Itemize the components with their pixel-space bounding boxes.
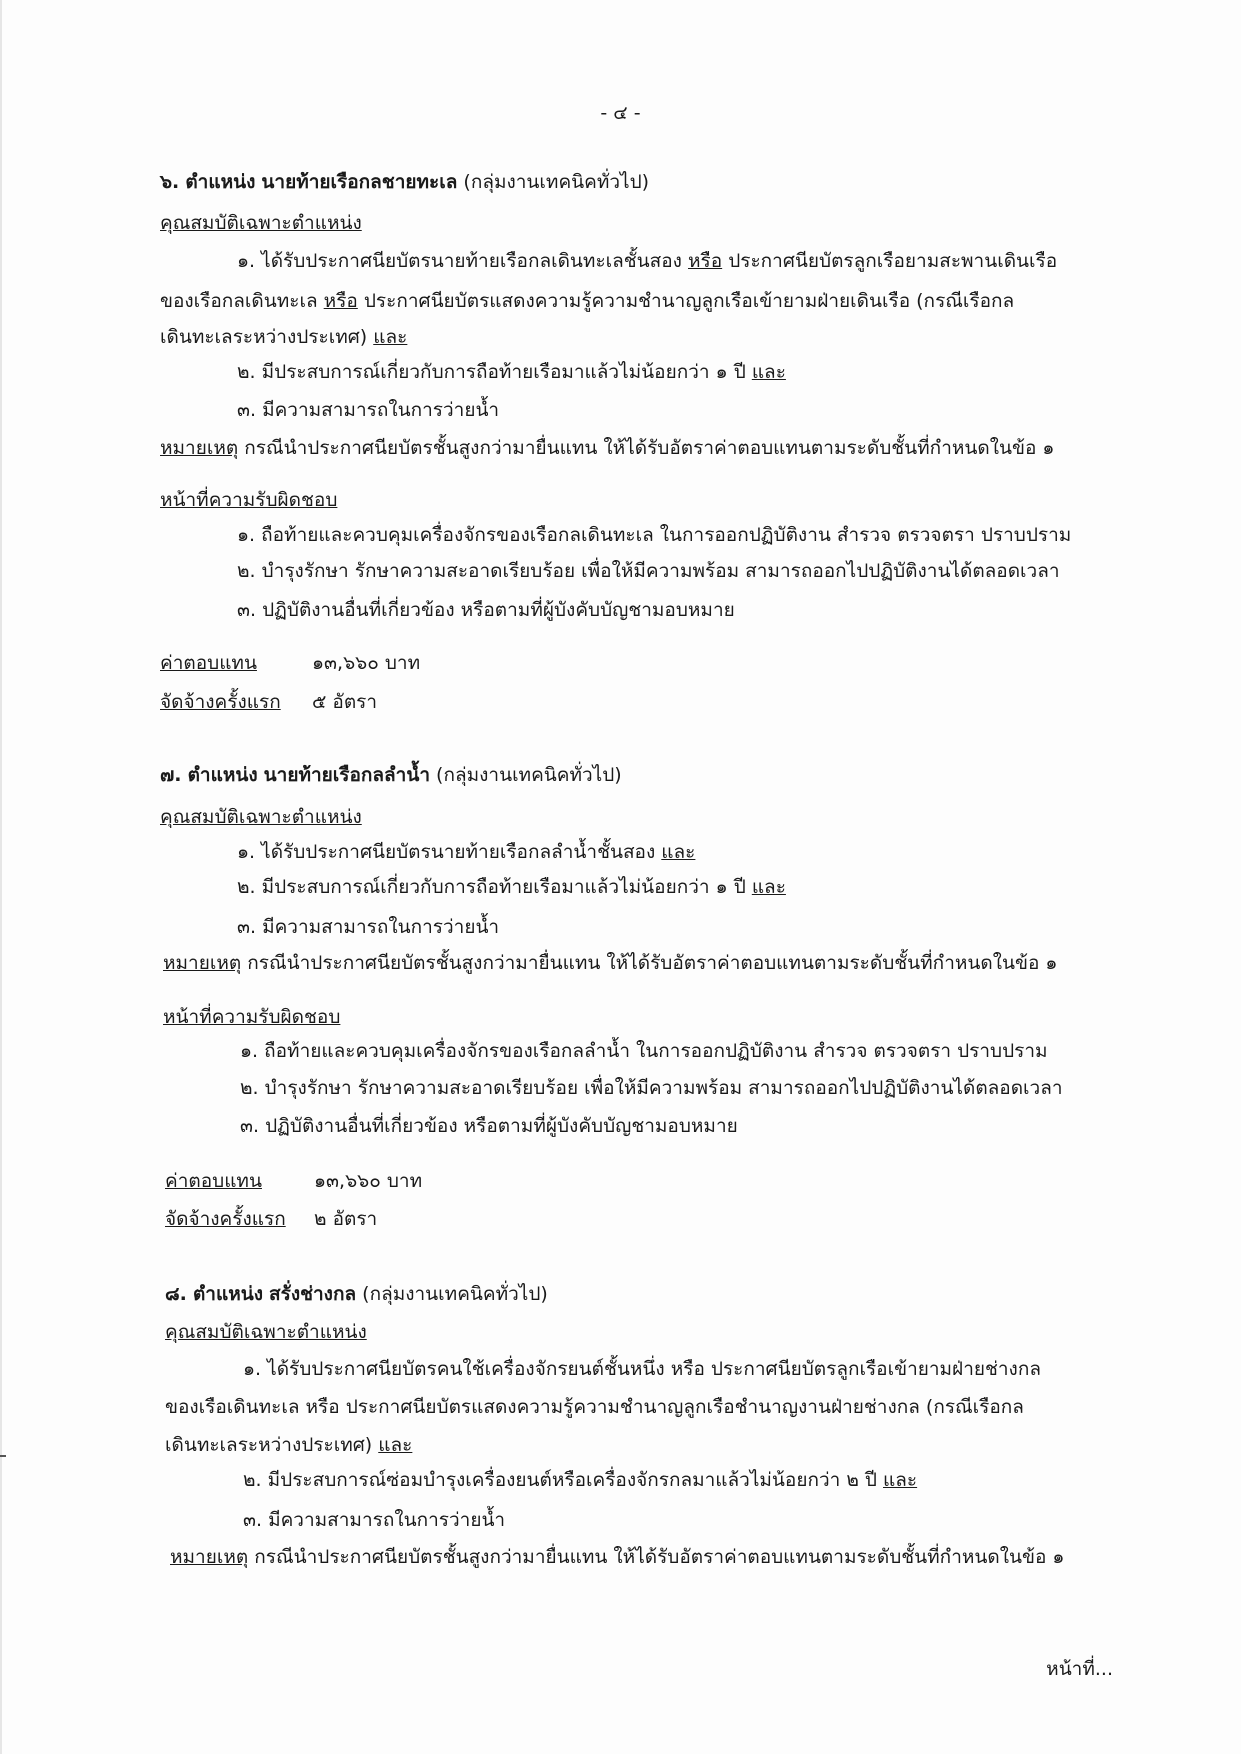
duty-heading: หน้าที่ความรับผิดชอบ	[163, 1006, 341, 1028]
pay-value: ๑๓,๖๖๐ บาท	[314, 1170, 423, 1192]
duty-2: ๒. บำรุงรักษา รักษาความสะอาดเรียบร้อย เพื่อให้มีความพร้อม สามารถออกไปปฏิบัติงานได้ตลอดเวลา	[237, 560, 1060, 582]
note: หมายเหตุ กรณีนำประกาศนียบัตรชั้นสูงกว่ามายื่นแทน ให้ได้รับอัตราค่าตอบแทนตามระดับชั้นที่กำหนดในข้อ ๑	[160, 437, 1055, 459]
duty-1: ๑. ถือท้ายและควบคุมเครื่องจักรของเรือกลลำน้ำ ในการออกปฏิบัติงาน สำรวจ ตรวจตรา ปราบปราม	[240, 1040, 1048, 1062]
duty-3: ๓. ปฏิบัติงานอื่นที่เกี่ยวข้อง หรือตามที่ผู้บังคับบัญชามอบหมาย	[240, 1115, 738, 1137]
hire-value: ๕ อัตรา	[312, 691, 378, 713]
qualification-1-line-2: ของเรือกลเดินทะเล หรือ ประกาศนียบัตรแสดงความรู้ความชำนาญลูกเรือเข้ายามฝ่ายเดินเรือ (กรณีเรือกล	[160, 290, 1015, 312]
position-title: นายท้ายเรือกลชายทะเล	[261, 171, 458, 193]
hire-row: จัดจ้างครั้งแรก	[160, 691, 281, 713]
scan-mark	[0, 1455, 6, 1457]
title-prefix: ตำแหน่ง	[185, 171, 256, 193]
qualification-2: ๒. มีประสบการณ์เกี่ยวกับการถือท้ายเรือมาแล้วไม่น้อยกว่า ๑ ปี และ	[237, 361, 786, 383]
qualification-heading: คุณสมบัติเฉพาะตำแหน่ง	[160, 806, 362, 828]
qualification-3: ๓. มีความสามารถในการว่ายน้ำ	[237, 399, 500, 421]
section-number: ๖.	[160, 171, 180, 193]
qualification-1-line-1: ๑. ได้รับประกาศนียบัตรนายท้ายเรือกลเดินทะเลชั้นสอง หรือ ประกาศนียบัตรลูกเรือยามสะพานเดินเรือ	[237, 250, 1058, 272]
qualification-1-line-2: ของเรือเดินทะเล หรือ ประกาศนียบัตรแสดงความรู้ความชำนาญลูกเรือชำนาญงานฝ่ายช่างกล (กรณีเรือกล	[165, 1396, 1024, 1418]
section-title: ๗. ตำแหน่ง นายท้ายเรือกลลำน้ำ (กลุ่มงานเทคนิคทั่วไป)	[160, 764, 622, 786]
duty-heading: หน้าที่ความรับผิดชอบ	[160, 489, 338, 511]
qualification-3: ๓. มีความสามารถในการว่ายน้ำ	[237, 916, 500, 938]
hire-row: จัดจ้างครั้งแรก	[165, 1208, 286, 1230]
duty-1: ๑. ถือท้ายและควบคุมเครื่องจักรของเรือกลเดินทะเล ในการออกปฏิบัติงาน สำรวจ ตรวจตรา ปราบปราม	[237, 524, 1072, 546]
qualification-1-line-3: เดินทะเลระหว่างประเทศ) และ	[165, 1434, 413, 1456]
pay-value: ๑๓,๖๖๐ บาท	[312, 652, 421, 674]
qualification-1-line-3: เดินทะเลระหว่างประเทศ) และ	[160, 326, 408, 348]
hire-value: ๒ อัตรา	[314, 1208, 378, 1230]
continuation-note: หน้าที่...	[1046, 1658, 1113, 1680]
qualification-heading: คุณสมบัติเฉพาะตำแหน่ง	[160, 212, 362, 234]
pay-row: ค่าตอบแทน	[160, 652, 257, 674]
qualification-1-line-1: ๑. ได้รับประกาศนียบัตรคนใช้เครื่องจักรยนต์ชั้นหนึ่ง หรือ ประกาศนียบัตรลูกเรือเข้ายามฝ่ายช่างกล	[243, 1358, 1041, 1380]
section-title: ๘. ตำแหน่ง สรั่งช่างกล (กลุ่มงานเทคนิคทั่วไป)	[165, 1283, 548, 1305]
qualification-1: ๑. ได้รับประกาศนียบัตรนายท้ายเรือกลลำน้ำชั้นสอง และ	[237, 841, 696, 863]
note: หมายเหตุ กรณีนำประกาศนียบัตรชั้นสูงกว่ามายื่นแทน ให้ได้รับอัตราค่าตอบแทนตามระดับชั้นที่กำหนดในข้อ ๑	[170, 1546, 1065, 1568]
duty-2: ๒. บำรุงรักษา รักษาความสะอาดเรียบร้อย เพื่อให้มีความพร้อม สามารถออกไปปฏิบัติงานได้ตลอดเวลา	[240, 1077, 1063, 1099]
qualification-2: ๒. มีประสบการณ์ซ่อมบำรุงเครื่องยนต์หรือเครื่องจักรกลมาแล้วไม่น้อยกว่า ๒ ปี และ	[243, 1469, 918, 1491]
qualification-3: ๓. มีความสามารถในการว่ายน้ำ	[243, 1509, 506, 1531]
pay-row: ค่าตอบแทน	[165, 1170, 262, 1192]
page-edge	[0, 0, 2, 1754]
position-group: (กลุ่มงานเทคนิคทั่วไป)	[463, 171, 650, 193]
page-number: - ๔ -	[600, 102, 641, 124]
duty-3: ๓. ปฏิบัติงานอื่นที่เกี่ยวข้อง หรือตามที่ผู้บังคับบัญชามอบหมาย	[237, 599, 735, 621]
qualification-heading: คุณสมบัติเฉพาะตำแหน่ง	[165, 1321, 367, 1343]
qualification-2: ๒. มีประสบการณ์เกี่ยวกับการถือท้ายเรือมาแล้วไม่น้อยกว่า ๑ ปี และ	[237, 876, 786, 898]
section-title	[160, 169, 649, 195]
note: หมายเหตุ กรณีนำประกาศนียบัตรชั้นสูงกว่ามายื่นแทน ให้ได้รับอัตราค่าตอบแทนตามระดับชั้นที่กำหนดในข้อ ๑	[163, 952, 1058, 974]
